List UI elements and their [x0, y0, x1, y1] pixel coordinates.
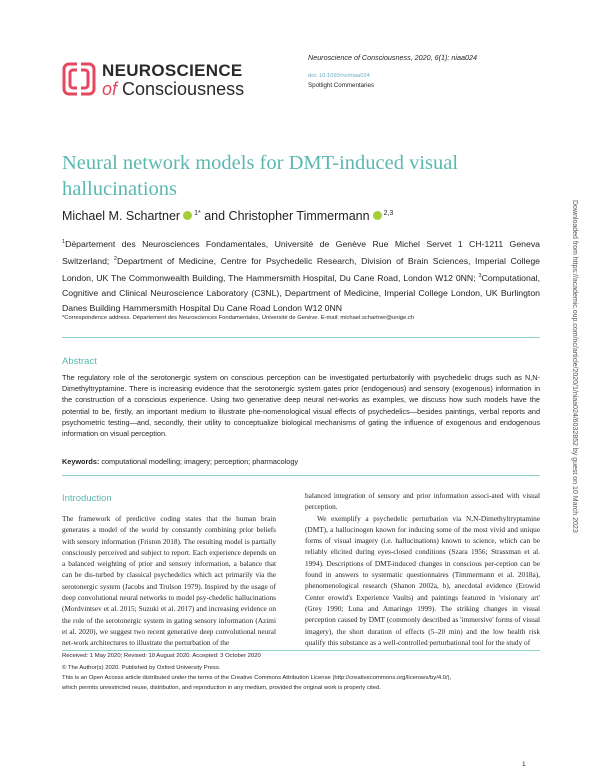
paragraph: balanced integration of sensory and prior information associ-ated with visual perception. [305, 491, 540, 512]
license-line-2: which permits unrestricted reuse, distribution, and reproduction in any medium, provided the original work is properly cited. [62, 685, 381, 691]
journal-logo-title: NEUROSCIENCE [102, 61, 243, 80]
journal-logo-subtitle: of Consciousness [102, 79, 245, 99]
author-line: Michael M. Schartner $^{1*}$ and Christopher Timmermann $^{2,3}$ [62, 209, 394, 223]
section-heading-introduction: Introduction [62, 493, 112, 504]
received-dates: Received: 1 May 2020; Revised: 10 August 2020. Accepted: 3 October 2020 [62, 653, 261, 659]
orcid-icon[interactable] [183, 211, 192, 220]
journal-logo-mark-icon [62, 62, 96, 96]
paragraph: We exemplify a psychedelic perturbation via N,N-Dimethyltryptamine (DMT), a hallucinogen known for inducing some of the most vivid and unique forms of visual imagery (i.e. hallucinations) known to science, which can be reliably elicited during eyes-closed conditions (Szara 1956; Strassman et al. 1994). Descriptions of DMT-induced changes in conscious per-ception can be found in answers to systematic questionnaires (Timmermann et al. 2018a), phenomenological research (Shanon 2002a, b), anecdotal evidence (Erowid Center erowid's Experience Vaults) and paintings featured in 'visionary art' (Grey 1990; Luna and Amaringo 1999). The striking changes in visual perception caused by DMT (commonly described as 'immersive' forms of visual imagery), the short duration of effects (5–20 min) and the low health risk qualify this substance as a well-controlled perturbational tool for the study of [305, 513, 540, 647]
divider [62, 475, 540, 476]
author-2-name[interactable]: and Christopher Timmermann [204, 209, 370, 223]
correspondence-note: *Correspondence address. Département des Neurosciences Fondamentales, Université de Genève. E-mail: michael.schartner@unige.ch [62, 315, 414, 321]
paragraph: The framework of predictive coding states that the human brain generates a model of the world by constantly combining prior beliefs with sensory information (Friston 2018). The resulting model is partially consciously perceived and subject to report. Each experience depends on a balanced weighting of prior and sensory information, a balance that can be dis-turbed by classical psychedelics which act primarily via the serotonergic system (Jacobs and Trulson 1979). Inspired by the usage of deep convolutional neural networks to model psy-chedelic hallucinations (Mordvintsev et al. 2015; Suzuki et al. 2017) and increasing evidence on the role of the serotonergic system in gating sensory information (Azimi et al. 2020), we suggest two recent generative deep convolutional neural net-work architectures to illustrate the perturbation of the [62, 514, 276, 648]
download-note: Downloaded from https://academic.oup.com/nc/article/2020/1/niaa024/6032852 by guest on 10 March 2023 [571, 200, 578, 533]
affiliations: $^1$Département des Neurosciences Fondamentales, Université de Genève Rue Michel Servet 1 CH-1211 Geneva Switzerland; $^2$Department of Medicine, Centre for Psychedelic Research, Division of Brain Sciences, Imperial College London, UK The Commonwealth Building, The Hammersmith Hospital, Du Cane Road, London W12 0NN; $^3$Computational, Cognitive and Clinical Neuroscience Laboratory (C3NL), Department of Medicine, Imperial College London, UK Burlington Danes Building Hammersmith Hospital Du Cane Road London W12 0NN [62, 238, 540, 313]
page-number: 1 [522, 761, 526, 768]
keywords: Keywords: computational modelling; imagery; perception; pharmacology [62, 457, 299, 466]
body-column-right [305, 490, 540, 648]
copyright-line: © The Author(s) 2020. Published by Oxford University Press. [62, 665, 221, 671]
body-column-left [62, 513, 276, 649]
article-title: Neural network models for DMT-induced visual hallucinations [62, 152, 459, 200]
doi-link[interactable]: doi: 10.1093/nc/niaa024 [308, 73, 370, 79]
divider [62, 337, 540, 338]
orcid-icon[interactable] [373, 211, 382, 220]
footer-divider [62, 650, 540, 651]
author-1-name[interactable]: Michael M. Schartner [62, 209, 181, 223]
abstract-body: The regulatory role of the serotonergic system on conscious perception can be investigated perturbatorily with psychedelic drugs such as N,N-Dimethyltryptamine. There is increasing evidence that the serotonergic system gates prior (endogenous) and sensory (exogenous) information in the construction of a conscious experience. Using two generative deep neural net-works as examples, we discuss how such models have the potential to be, firstly, an important medium to illustrate phe-nomenological visual effects of psychedelics—besides paintings, verbal reports and psychometric testing—and, secondly, their utility to conceptualize biological mechanisms of gating the influence of exogenous and endogenous information on visual perception. [62, 373, 540, 439]
license-line-1: This is an Open Access article distributed under the terms of the Creative Commons Attribution License (http://creativecommons.org/licenses/by/4.0/), [62, 675, 452, 681]
abstract-heading: Abstract [62, 356, 97, 367]
article-category: Spotlight Commentaries [308, 82, 375, 89]
journal-citation: Neuroscience of Consciousness, 2020, 6(1): niaa024 [308, 53, 478, 62]
